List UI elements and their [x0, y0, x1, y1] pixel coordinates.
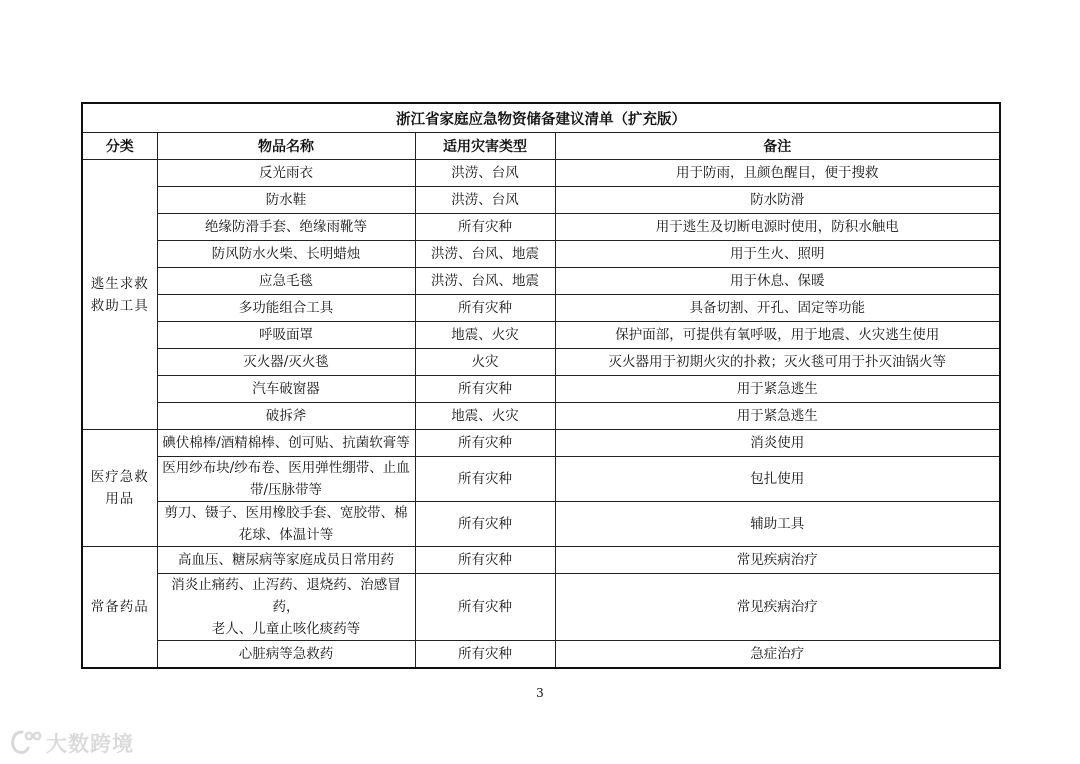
category-cell [82, 430, 157, 547]
brand-logo-icon [8, 728, 42, 758]
item-name-line: 碘伏棉棒/酒精棉棒、创可贴、抗菌软膏等 [162, 435, 410, 451]
item-name-line: 多功能组合工具 [238, 300, 334, 316]
item-name-line: 花球、体温计等 [238, 527, 334, 543]
item-name-line: 心脏病等急救药 [238, 646, 334, 662]
note-cell: 用于防雨，且颜色醒目，便于搜救 [555, 160, 1000, 187]
item-name-cell [157, 214, 415, 241]
note-cell: 用于逃生及切断电源时使用，防积水触电 [555, 214, 1000, 241]
item-name-line: 剪刀、镊子、医用橡胶手套、宽胶带、棉 [164, 505, 408, 521]
note-cell: 急症治疗 [555, 641, 1000, 669]
category-label-line: 常备药品 [90, 599, 149, 615]
item-name-line: 带/压脉带等 [249, 482, 323, 498]
header-note: 备注 [555, 133, 1000, 160]
item-name-cell [157, 322, 415, 349]
disaster-type-cell: 所有灾种 [415, 574, 555, 641]
disaster-type-cell: 所有灾种 [415, 502, 555, 547]
note-cell: 包扎使用 [555, 457, 1000, 502]
item-name-line: 灭火器/灭火毯 [243, 354, 329, 370]
item-name-cell [157, 295, 415, 322]
note-cell: 用于休息、保暖 [555, 268, 1000, 295]
table-row [82, 187, 1000, 214]
disaster-type-cell: 洪涝、台风、地震 [415, 268, 555, 295]
category-label-line: 逃生求救 [90, 275, 149, 292]
table-row [82, 322, 1000, 349]
item-name-cell [157, 349, 415, 376]
table-row [82, 160, 1000, 187]
header-category: 分类 [82, 133, 157, 160]
category-cell [82, 547, 157, 669]
disaster-type-cell: 所有灾种 [415, 457, 555, 502]
table-row [82, 241, 1000, 268]
category-label-line: 医疗急救 [90, 469, 149, 485]
disaster-type-cell: 所有灾种 [415, 547, 555, 574]
item-name-cell [157, 574, 415, 641]
table-row [82, 214, 1000, 241]
header-item-name: 物品名称 [157, 133, 415, 160]
disaster-type-cell: 所有灾种 [415, 295, 555, 322]
table-row [82, 376, 1000, 403]
item-name-line: 消炎止痛药、止泻药、退烧药、治感冒药， [171, 577, 401, 615]
table-row [82, 502, 1000, 547]
table-row [82, 295, 1000, 322]
table-body [82, 160, 1000, 669]
header-disaster-type: 适用灾害类型 [415, 133, 555, 160]
disaster-type-cell: 所有灾种 [415, 430, 555, 457]
note-cell: 消炎使用 [555, 430, 1000, 457]
item-name-line: 破拆斧 [265, 408, 307, 424]
table-row [82, 430, 1000, 457]
watermark-text: 大数跨境 [46, 732, 134, 756]
watermark [8, 728, 134, 758]
item-name-line: 绝缘防滑手套、绝缘雨靴等 [205, 219, 367, 235]
note-cell: 常见疾病治疗 [555, 547, 1000, 574]
table-row [82, 349, 1000, 376]
item-name-line: 高血压、糖尿病等家庭成员日常用药 [178, 552, 394, 568]
note-cell: 辅助工具 [555, 502, 1000, 547]
disaster-type-cell: 所有灾种 [415, 214, 555, 241]
disaster-type-cell: 地震、火灾 [415, 322, 555, 349]
note-cell: 保护面部，可提供有氧呼吸，用于地震、火灾逃生使用 [555, 322, 1000, 349]
disaster-type-cell: 洪涝、台风 [415, 160, 555, 187]
item-name-cell [157, 403, 415, 430]
item-name-cell [157, 502, 415, 547]
table-row [82, 457, 1000, 502]
note-cell: 常见疾病治疗 [555, 574, 1000, 641]
table-row [82, 547, 1000, 574]
item-name-cell [157, 430, 415, 457]
disaster-type-cell: 地震、火灾 [415, 403, 555, 430]
category-label-line: 救助工具 [90, 297, 149, 314]
item-name-cell [157, 547, 415, 574]
item-name-line: 老人、儿童止咳化痰药等 [211, 621, 361, 637]
item-name-cell [157, 457, 415, 502]
item-name-cell [157, 241, 415, 268]
item-name-line: 汽车破窗器 [252, 381, 320, 397]
item-name-cell [157, 187, 415, 214]
item-name-cell [157, 376, 415, 403]
page-number: 3 [536, 686, 544, 700]
note-cell: 用于紧急逃生 [555, 403, 1000, 430]
note-cell: 防水防滑 [555, 187, 1000, 214]
item-name-line: 呼吸面罩 [259, 327, 313, 343]
table-row [82, 403, 1000, 430]
category-label-line: 用品 [105, 491, 135, 507]
disaster-type-cell: 所有灾种 [415, 641, 555, 669]
note-cell: 具备切割、开孔、固定等功能 [555, 295, 1000, 322]
disaster-type-cell: 火灾 [415, 349, 555, 376]
disaster-type-cell: 所有灾种 [415, 376, 555, 403]
item-name-cell [157, 641, 415, 669]
table-row [82, 641, 1000, 669]
table-row [82, 268, 1000, 295]
item-name-line: 反光雨衣 [259, 165, 313, 181]
supply-table [81, 102, 1001, 669]
note-cell: 用于生火、照明 [555, 241, 1000, 268]
table-title: 浙江省家庭应急物资储备建议清单（扩充版） [82, 103, 1000, 133]
item-name-cell [157, 160, 415, 187]
disaster-type-cell: 洪涝、台风、地震 [415, 241, 555, 268]
category-cell [82, 160, 157, 430]
table-row [82, 574, 1000, 641]
item-name-line: 应急毛毯 [259, 273, 313, 289]
item-name-line: 防水鞋 [265, 192, 307, 208]
item-name-line: 防风防水火柴、长明蜡烛 [211, 246, 361, 262]
note-cell: 灭火器用于初期火灾的扑救；灭火毯可用于扑灭油锅火等 [555, 349, 1000, 376]
disaster-type-cell: 洪涝、台风 [415, 187, 555, 214]
note-cell: 用于紧急逃生 [555, 376, 1000, 403]
item-name-cell [157, 268, 415, 295]
item-name-line: 医用纱布块/纱布卷、医用弹性绷带、止血 [162, 460, 410, 476]
